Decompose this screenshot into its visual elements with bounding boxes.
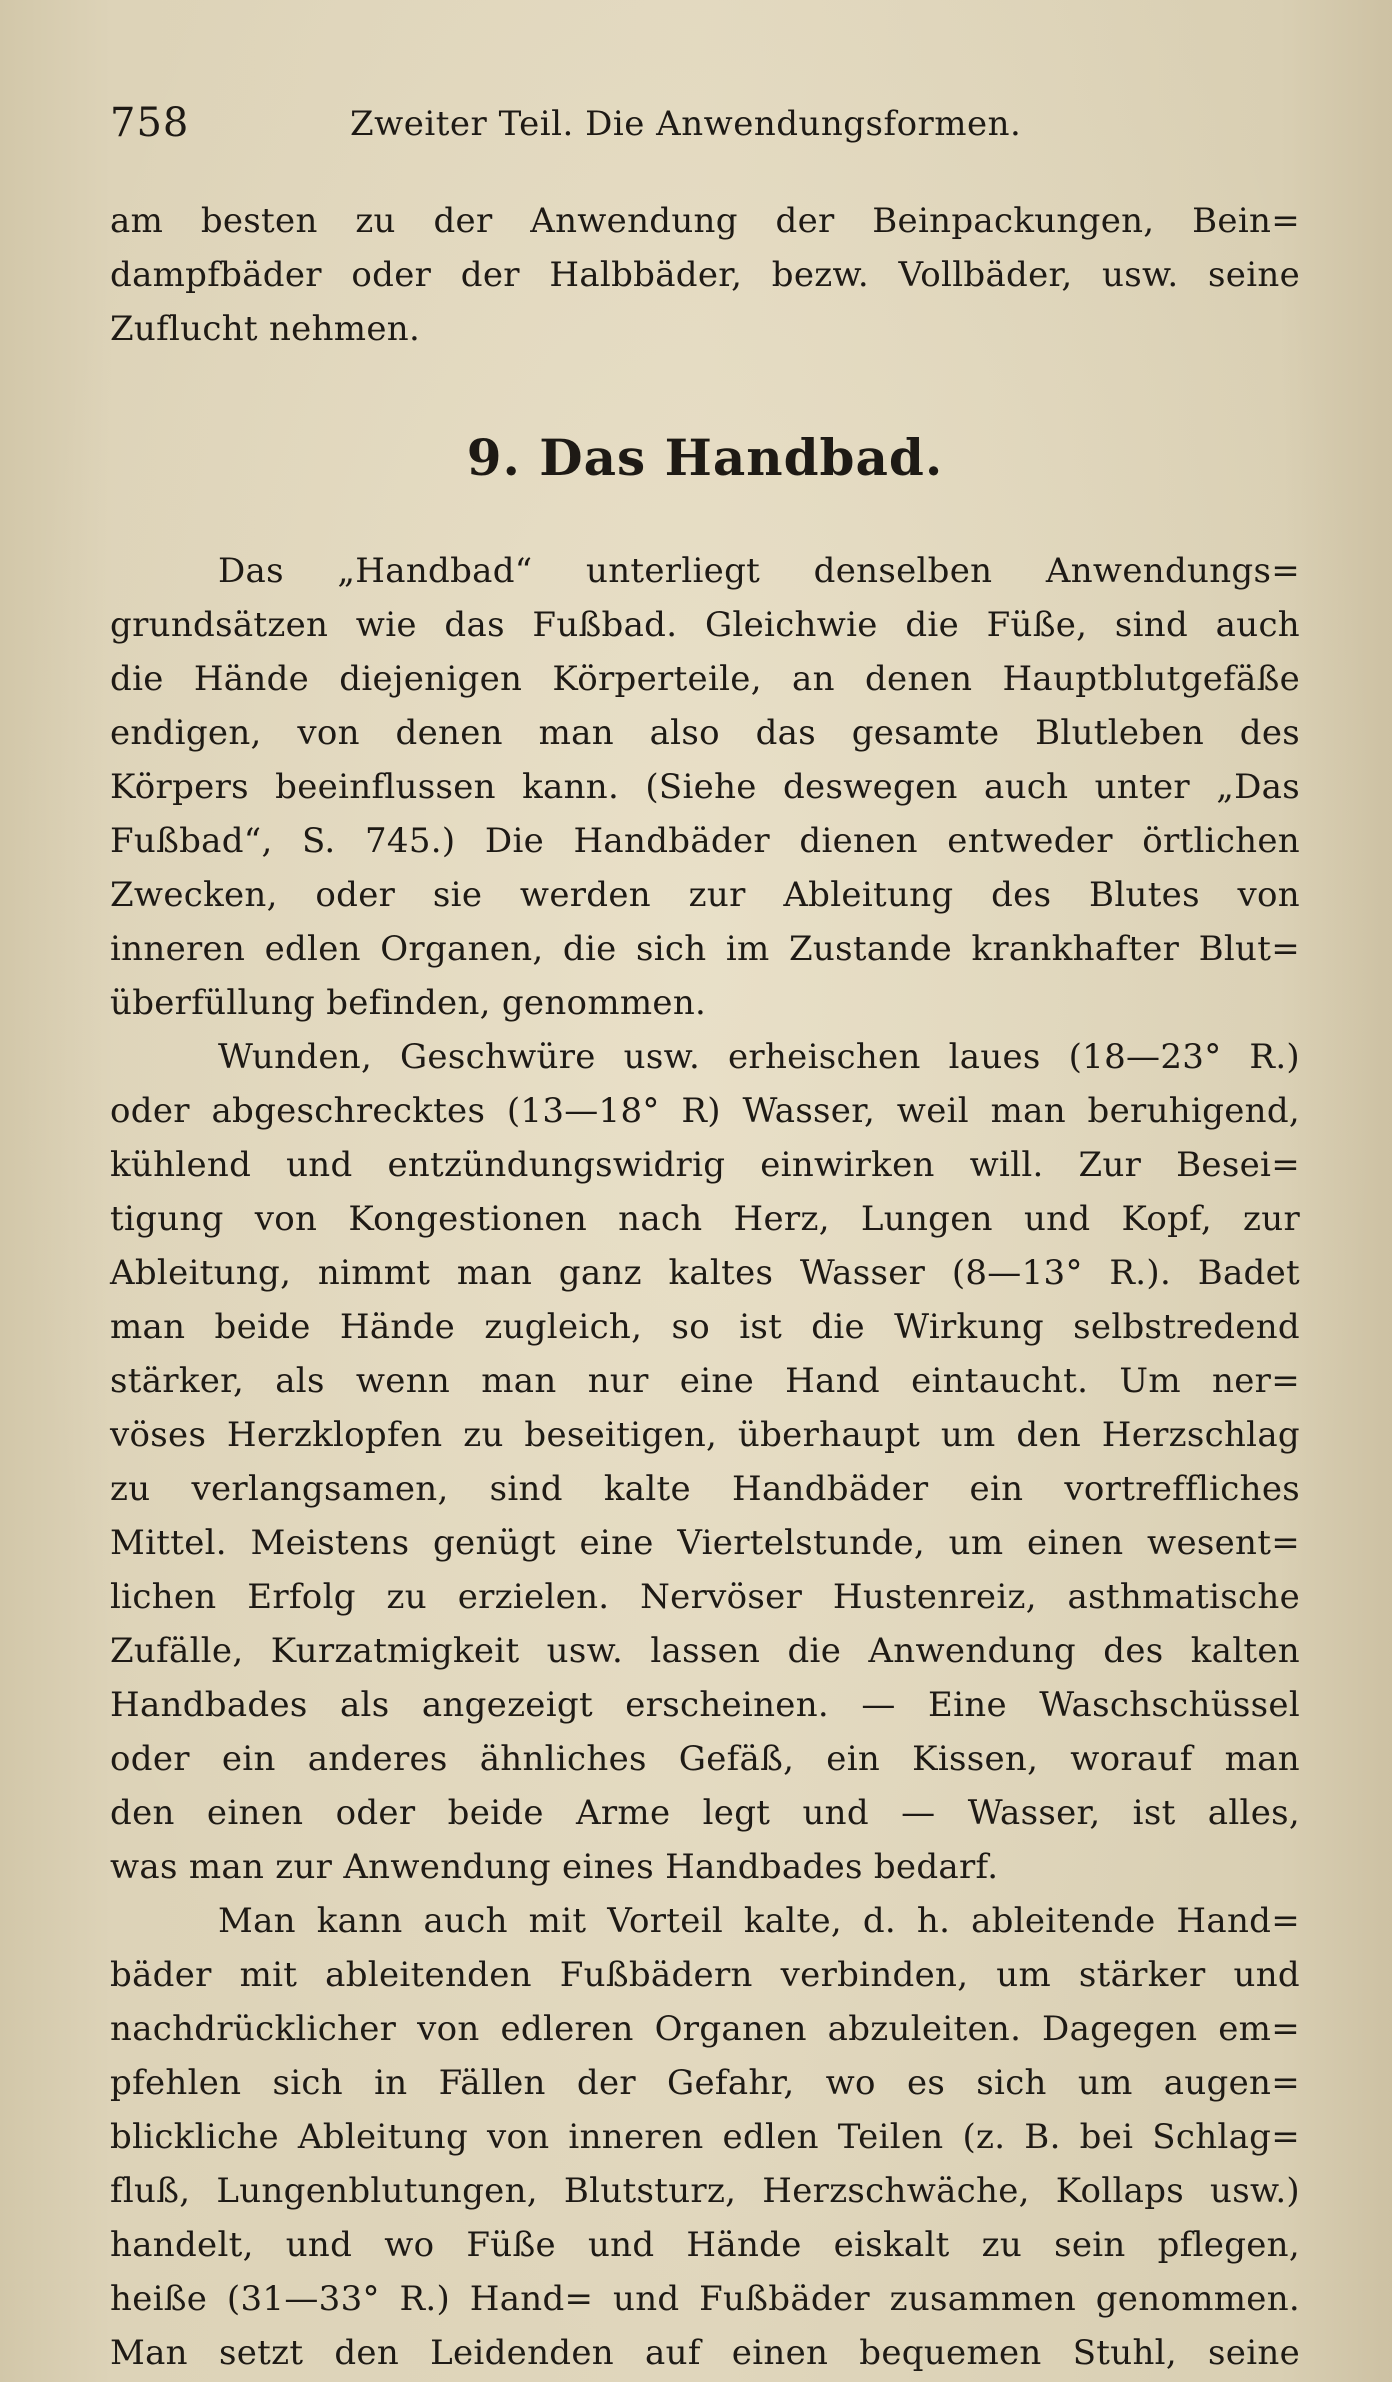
- text-line: überfüllung befinden, genommen.: [110, 983, 707, 1023]
- text-line: stärker, als wenn man nur eine Hand eintaucht. Um ner=: [110, 1361, 1300, 1401]
- text-line: vöses Herzklopfen zu beseitigen, überhaupt um den Herzschlag: [110, 1415, 1300, 1455]
- text-line: dampfbäder oder der Halbbäder, bezw. Vollbäder, usw. seine: [110, 255, 1300, 295]
- text-line: pfehlen sich in Fällen der Gefahr, wo es sich um augen=: [110, 2063, 1300, 2103]
- text-line: Ableitung, nimmt man ganz kaltes Wasser (8—13° R.). Badet: [110, 1253, 1300, 1293]
- text-line: Man setzt den Leidenden auf einen bequemen Stuhl, seine: [110, 2333, 1300, 2373]
- text-line: man beide Hände zugleich, so ist die Wirkung selbstredend: [110, 1307, 1300, 1347]
- page-number: 758: [110, 100, 190, 146]
- intro-paragraph: [110, 194, 1300, 356]
- text-line: Zuflucht nehmen.: [110, 309, 421, 349]
- section-heading: 9. Das Handbad.: [466, 428, 944, 487]
- text-line: Fußbad“, S. 745.) Die Handbäder dienen entweder örtlichen: [110, 821, 1300, 861]
- text-line: Wunden, Geschwüre usw. erheischen laues (18—23° R.): [218, 1037, 1300, 1077]
- page-header: [110, 100, 1290, 160]
- text-line: am besten zu der Anwendung der Beinpackungen, Bein=: [110, 201, 1300, 241]
- text-line: Zwecken, oder sie werden zur Ableitung des Blutes von: [110, 875, 1300, 915]
- page-body: [110, 194, 1300, 2380]
- text-line: oder abgeschrecktes (13—18° R) Wasser, weil man beruhigend,: [110, 1091, 1300, 1131]
- text-line: tigung von Kongestionen nach Herz, Lungen und Kopf, zur: [110, 1199, 1300, 1239]
- text-line: grundsätzen wie das Fußbad. Gleichwie die Füße, sind auch: [110, 605, 1300, 645]
- paragraph-3: [110, 1894, 1300, 2380]
- text-line: oder ein anderes ähnliches Gefäß, ein Kissen, worauf man: [110, 1739, 1300, 1779]
- text-line: was man zur Anwendung eines Handbades bedarf.: [110, 1847, 999, 1887]
- text-line: bäder mit ableitenden Fußbädern verbinden, um stärker und: [110, 1955, 1300, 1995]
- text-line: Das „Handbad“ unterliegt denselben Anwendungs=: [218, 551, 1300, 591]
- text-line: lichen Erfolg zu erzielen. Nervöser Hustenreiz, asthmatische: [110, 1577, 1300, 1617]
- text-line: Handbades als angezeigt erscheinen. — Eine Waschschüssel: [110, 1685, 1300, 1725]
- text-line: Zufälle, Kurzatmigkeit usw. lassen die Anwendung des kalten: [110, 1631, 1300, 1671]
- text-line: inneren edlen Organen, die sich im Zustande krankhafter Blut=: [110, 929, 1300, 969]
- text-line: nachdrücklicher von edleren Organen abzuleiten. Dagegen em=: [110, 2009, 1300, 2049]
- text-line: die Hände diejenigen Körperteile, an denen Hauptblutgefäße: [110, 659, 1300, 699]
- text-line: heiße (31—33° R.) Hand= und Fußbäder zusammen genommen.: [110, 2279, 1300, 2319]
- text-line: Körpers beeinflussen kann. (Siehe deswegen auch unter „Das: [110, 767, 1300, 807]
- text-line: kühlend und entzündungswidrig einwirken will. Zur Besei=: [110, 1145, 1300, 1185]
- text-line: zu verlangsamen, sind kalte Handbäder ein vortreffliches: [110, 1469, 1300, 1509]
- text-line: Man kann auch mit Vorteil kalte, d. h. ableitende Hand=: [218, 1901, 1300, 1941]
- text-line: endigen, von denen man also das gesamte Blutleben des: [110, 713, 1300, 753]
- paragraph-1: [110, 544, 1300, 1030]
- text-line: handelt, und wo Füße und Hände eiskalt zu sein pflegen,: [110, 2225, 1300, 2265]
- text-line: Mittel. Meistens genügt eine Viertelstunde, um einen wesent=: [110, 1523, 1300, 1563]
- paragraph-2: [110, 1030, 1300, 1894]
- text-line: den einen oder beide Arme legt und — Wasser, ist alles,: [110, 1793, 1300, 1833]
- text-line: fluß, Lungenblutungen, Blutsturz, Herzschwäche, Kollaps usw.): [110, 2171, 1300, 2211]
- text-line: blickliche Ableitung von inneren edlen Teilen (z. B. bei Schlag=: [110, 2117, 1300, 2157]
- running-head: Zweiter Teil. Die Anwendungsformen.: [350, 104, 1022, 144]
